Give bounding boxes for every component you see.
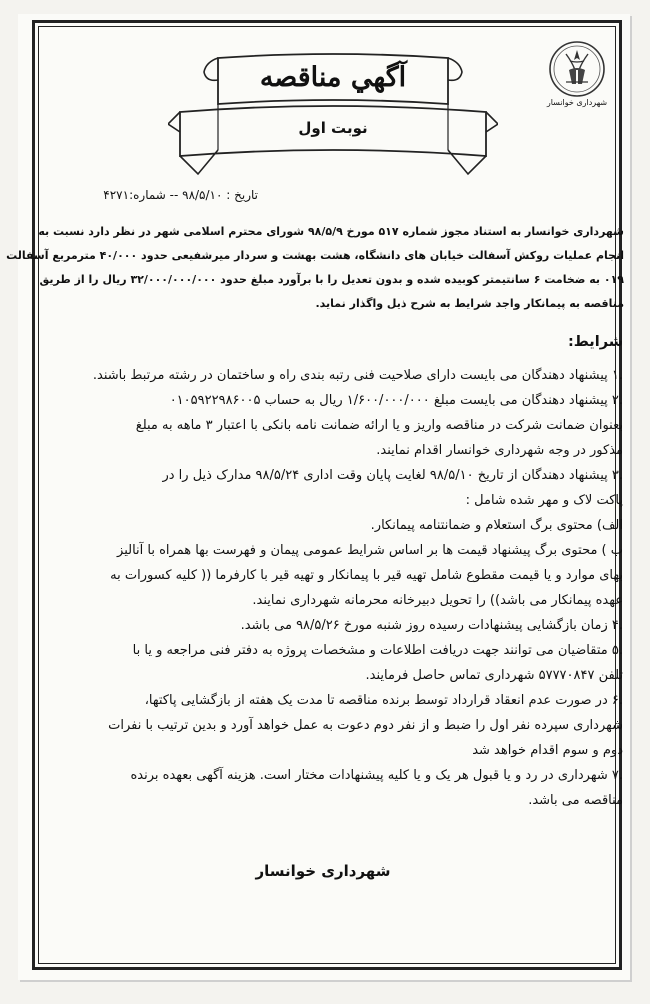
condition-line: پاکت لاک و مهر شده شامل : xyxy=(465,493,623,508)
condition-line: مناقصه می باشد. xyxy=(528,793,623,808)
condition-line: .۶ در صورت عدم انعقاد قرارداد توسط برنده مناقصه تا مدت يک هفته از بازگشايی پاکتها، xyxy=(144,693,623,708)
notice-title: آگهي مناقصه xyxy=(259,62,407,93)
condition-line: شهرداری سپرده نفر اول را ضبط و از نفر دوم دعوت به عمل خواهد آورد و بدين ترتيب با نفرات xyxy=(108,718,623,733)
intro-line: ۰۱۹ به ضخامت ۶ سانتيمتر کوبيده شده و بدون تعديل را با برآورد مبلغ حدود ۳۲/۰۰۰/۰۰۰/۰۰۰ ريال را از طريق xyxy=(39,273,624,286)
condition-line: بهای موارد و يا قيمت مقطوع شامل تهيه قير با پيمانکار و تهيه قير با کارفرما (( کليه کسورات به xyxy=(110,568,623,583)
date-number-line: تاريخ : ۹۸/۵/۱۰ -- شماره:۴۲۷۱ xyxy=(103,188,258,202)
condition-line: دوم و سوم اقدام خواهد شد xyxy=(472,743,623,758)
intro-paragraph xyxy=(6,220,624,316)
intro-line: مناقصه به پيمانکار واجد شرايط به شرح ذيل واگذار نمايد. xyxy=(315,297,624,310)
condition-line: ب ) محتوی برگ پيشنهاد قيمت ها بر اساس شرايط عمومی پيمان و فهرست بها همراه با آناليز xyxy=(117,543,623,558)
notice-round: نوبت اول xyxy=(298,119,368,137)
intro-line: انجام عمليات روکش آسفالت خيابان های دانشگاه، هشت بهشت و سردار ميرشفيعی حدود ۴۰/۰۰۰ مترمربع آسفالت xyxy=(6,249,624,262)
condition-line: تلفن ۵۷۷۷۰۸۴۷ شهرداری تماس حاصل فرمايند. xyxy=(365,668,623,683)
logo-caption: شهرداری خوانسار xyxy=(546,98,608,107)
conditions-list xyxy=(58,363,623,813)
condition-line: .۵ متقاضيان می توانند جهت دريافت اطلاعات و مشخصات پروژه به دفتر فنی مراجعه و يا با xyxy=(132,643,623,658)
condition-line: بعنوان ضمانت شرکت در مناقصه واريز و يا ارائه ضمانت نامه بانکی با اعتبار ۳ ماهه به مبلغ xyxy=(135,418,623,433)
condition-line: عهده پيمانکار می باشد)) را تحويل دبيرخانه محرمانه شهرداری نمايند. xyxy=(252,593,623,608)
signature-municipality: شهرداری خوانسار xyxy=(255,862,391,880)
notice-sheet xyxy=(6,14,630,980)
condition-line: الف) محتوی برگ استعلام و ضمانتنامه پيمانکار. xyxy=(370,518,623,533)
condition-line: .۴ زمان بازگشايی پيشنهادات رسيده روز شنبه مورخ ۹۸/۵/۲۶ می باشد. xyxy=(240,618,623,633)
condition-line: .۲ پيشنهاد دهندگان می بايست مبلغ ۱/۶۰۰/۰۰۰/۰۰۰ ريال به حساب ۰۱۰۵۹۲۲۹۸۶۰۰۵ xyxy=(169,393,623,408)
title-banner xyxy=(168,52,498,182)
intro-line: شهرداری خوانسار به استناد مجوز شماره ۵۱۷ مورخ ۹۸/۵/۹ شورای محترم اسلامی شهر در نظر دارد نسبت به xyxy=(38,225,624,238)
condition-line: .۱ پيشنهاد دهندگان می بايست دارای صلاحيت فنی رتبه بندی راه و ساختمان در رشته مرتبط باشند. xyxy=(92,368,623,383)
condition-line: مذکور در وجه شهرداری خوانسار اقدام نمايند. xyxy=(376,443,623,458)
conditions-heading: شرايط: xyxy=(567,334,623,350)
condition-line: .۳ پيشنهاد دهندگان از تاريخ ۹۸/۵/۱۰ لغايت پايان وقت اداری ۹۸/۵/۲۴ مدارک ذيل را در xyxy=(162,468,623,483)
municipality-logo xyxy=(546,36,608,116)
condition-line: .۷ شهرداری در رد و يا قبول هر يک و يا کليه پيشنهادات مختار است. هزينه آگهی بعهده برنده xyxy=(130,768,623,783)
